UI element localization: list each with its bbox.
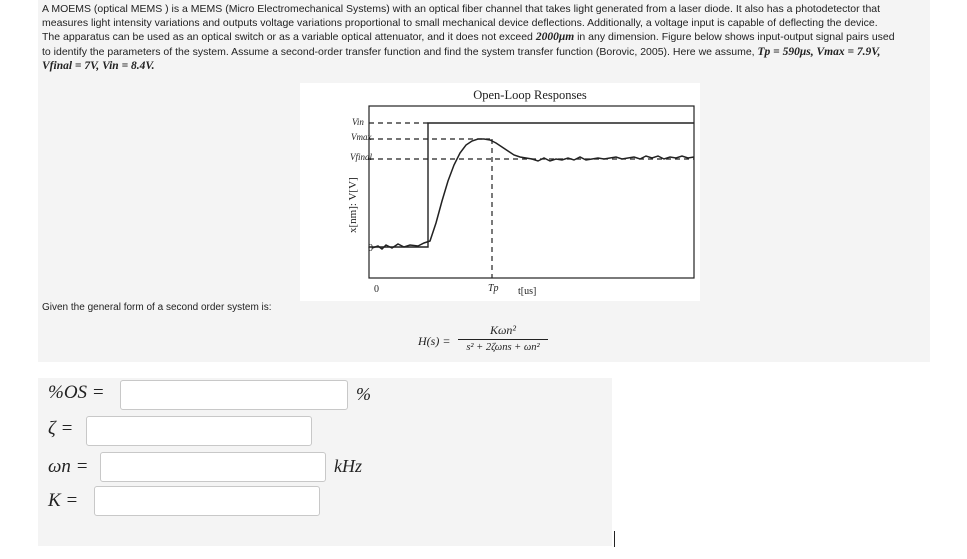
label-vfinal: Vfinal: [350, 152, 372, 162]
question-line-3a: The apparatus can be used as an optical switch or as a variable optical attenuator, and it does not exceed: [42, 31, 536, 44]
transfer-function-lhs: H(s) =: [418, 334, 451, 348]
figure-title: Open-Loop Responses: [473, 88, 587, 102]
label-tp: Tp: [488, 283, 499, 294]
zeta-input[interactable]: [86, 416, 312, 446]
wn-label: ωn =: [48, 456, 89, 477]
os-input[interactable]: [120, 380, 348, 410]
os-label: %OS =: [48, 382, 105, 403]
x-zero-label: 0: [374, 284, 379, 295]
param-tp: Tp = 590μs,: [757, 45, 814, 58]
answer-panel: [38, 378, 612, 546]
question-line-2: measures light intensity variations and outputs voltage variations proportional to small mechanical device deflections. Additionally, a voltage input is capable of deflecting the device.: [42, 17, 878, 30]
k-input[interactable]: [94, 486, 320, 516]
question-text: [42, 2, 926, 73]
param-vin: Vin = 8.4V.: [102, 59, 155, 72]
response-plot: [300, 83, 700, 301]
question-panel: [38, 0, 930, 362]
output-response-curve: [372, 139, 694, 249]
dimension-value: 2000μm: [535, 31, 575, 44]
question-line-1: A MOEMS (optical MEMS ) is a MEMS (Micro Electromechanical Systems) with an optical fiber channel that takes light generated from a laser diode. It also has a photodetector that: [42, 3, 881, 15]
label-vmax: Vmax: [351, 132, 372, 142]
plot-frame: [369, 106, 694, 278]
transfer-function-fraction: [458, 322, 548, 355]
k-label: K =: [48, 490, 79, 511]
open-loop-response-figure: [300, 83, 700, 301]
x-axis-label: t[us]: [518, 286, 537, 297]
question-line-4a: to identify the parameters of the system. Assume a second-order transfer function and find the system transfer function (Borovic, 2005). Here we assume,: [42, 45, 758, 58]
param-vmax: Vmax = 7.9V,: [816, 45, 881, 58]
zeta-label: ζ =: [48, 418, 74, 439]
question-line-3b: in any dimension. Figure below shows input-output signal pairs used: [574, 31, 895, 44]
transfer-function-denominator: s² + 2ζωns + ωn²: [466, 342, 540, 353]
wn-input[interactable]: [100, 452, 326, 482]
os-unit: %: [356, 384, 371, 404]
y-axis-label: x[nm]: V[V]: [347, 177, 359, 233]
wn-unit: kHz: [334, 456, 362, 476]
param-vfinal: Vfinal = 7V,: [42, 59, 100, 72]
input-step-line: [369, 123, 694, 247]
given-text: Given the general form of a second order system is:: [42, 302, 272, 313]
label-vin: Vin: [352, 117, 364, 127]
transfer-function-numerator: Kωn²: [489, 323, 517, 337]
fraction-bar: [458, 339, 548, 340]
y-zero-label: 0: [368, 243, 373, 254]
text-cursor: [614, 531, 615, 547]
